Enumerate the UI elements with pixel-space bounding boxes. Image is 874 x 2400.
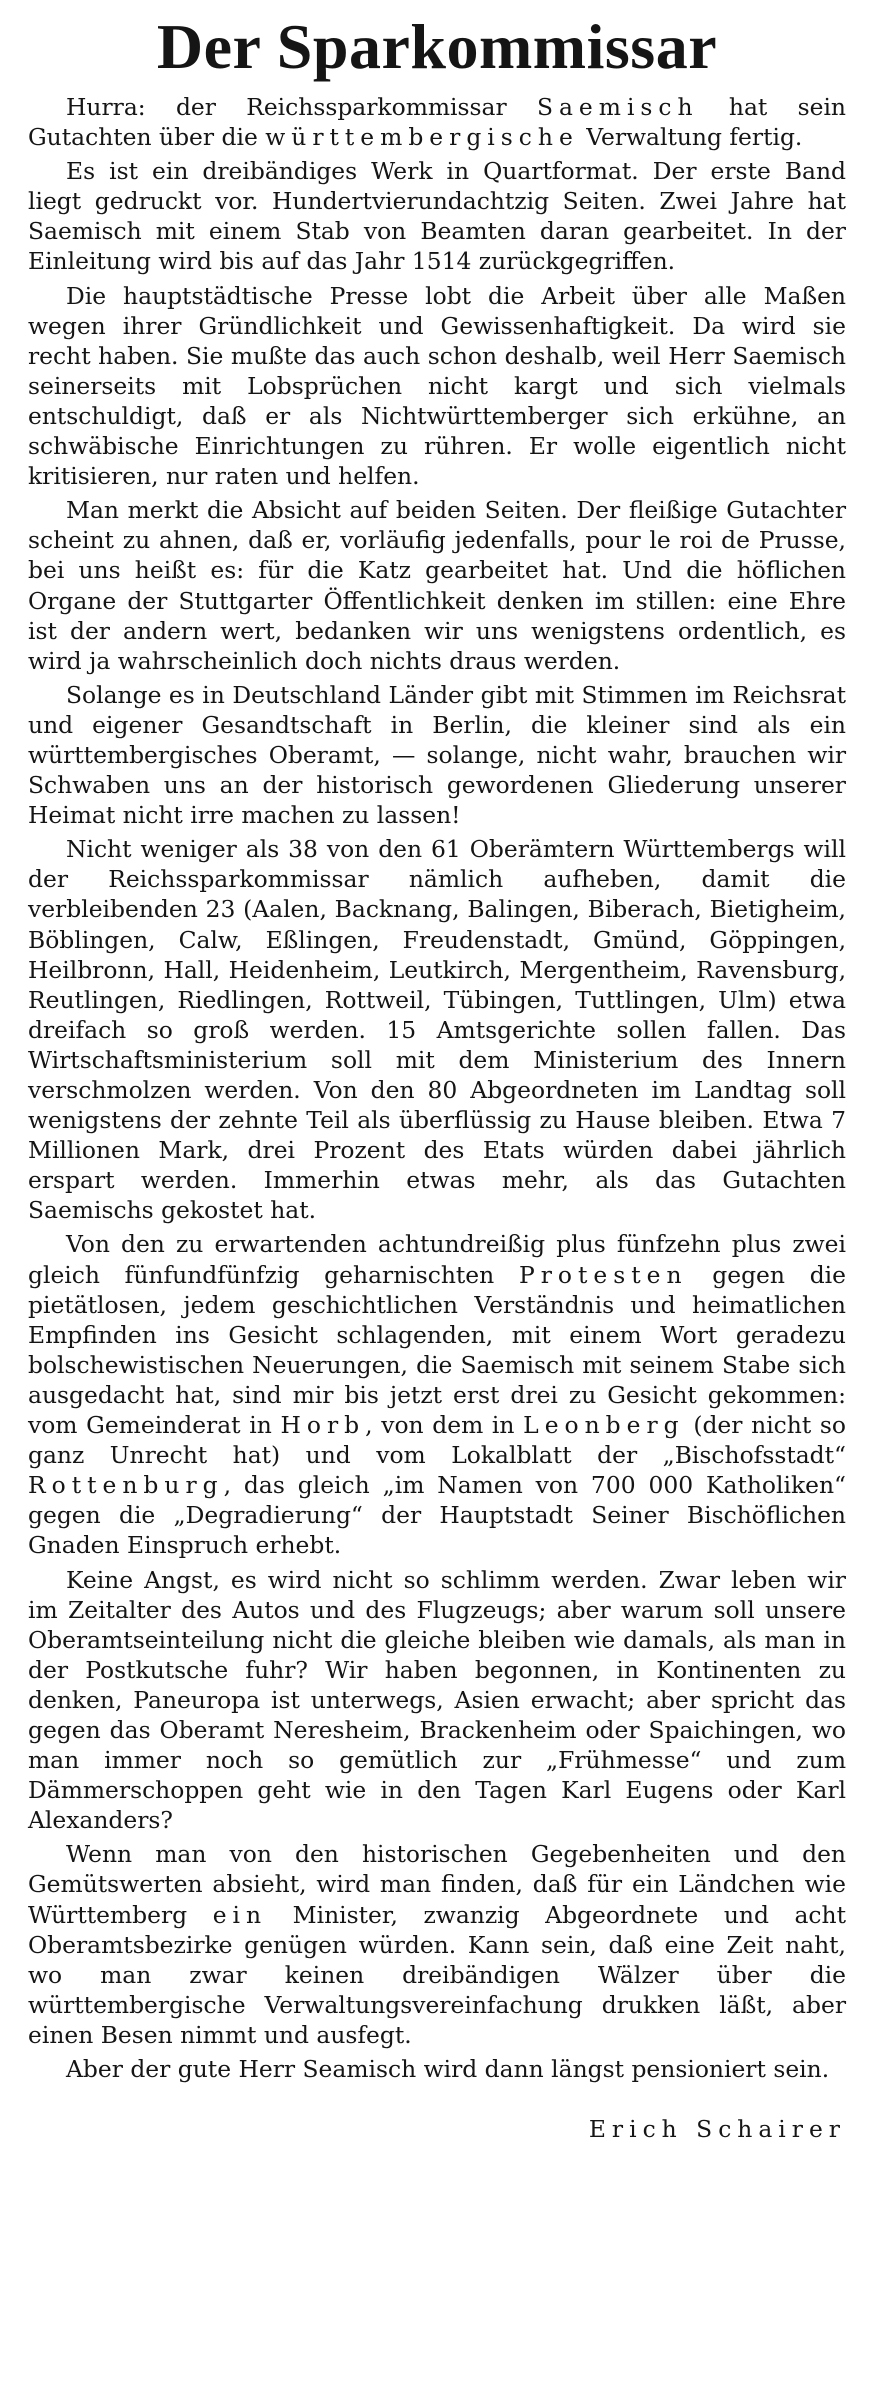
article-body	[28, 92, 846, 2144]
text-run: (der nicht so ganz Unrecht hat) und vom Lokalblatt der „Bischofsstadt“	[28, 1411, 846, 1470]
spaced-word-leonberg: Leonberg	[523, 1411, 685, 1440]
text-run: Verwaltung fertig.	[578, 123, 803, 152]
spaced-word-ein: ein	[212, 1900, 268, 1929]
paragraph-9	[28, 1839, 846, 2050]
paragraph-3: Die hauptstädtische Presse lobt die Arbeit über alle Maßen wegen ihrer Gründlichkeit und Gewissenhaftigkeit. Da wird sie recht haben. Sie mußte das auch schon deshalb, weil Herr Saemisch seinerseits mit Lobsprüchen nicht kargt und sich vielmals entschuldigt, daß er als Nichtwürttemberger sich erkühne, an schwäbische Einrichtungen zu rühren. Er wolle eigentlich nicht kritisieren, nur raten und helfen.	[28, 281, 846, 491]
paragraph-4: Man merkt die Absicht auf beiden Seiten. Der fleißige Gutachter scheint zu ahnen, daß er, vorläufig jedenfalls, pour le roi de Prusse, bei uns heißt es: für die Katz gearbeitet hat. Und die höflichen Organe der Stuttgarter Öffentlichkeit denken im stillen: eine Ehre ist der andern wert, bedanken wir uns wenigstens ordentlich, es wird ja wahrscheinlich doch nichts draus werden.	[28, 496, 846, 675]
text-run: , das gleich „im Namen von 700 000 Katholiken“ gegen die „Degradierung“ der Hauptstadt Seiner Bischöflichen Gnaden Einspruch erhebt.	[28, 1471, 846, 1560]
text-run: , von dem in	[365, 1411, 524, 1440]
article-title: Der Sparkommissar	[156, 11, 718, 82]
paragraph-2: Es ist ein dreibändiges Werk in Quartformat. Der erste Band liegt gedruckt vor. Hundertvierundachtzig Seiten. Zwei Jahre hat Saemisch mit einem Stab von Beamten daran gearbeitet. In der Einleitung wird bis auf das Jahr 1514 zurückgegriffen.	[28, 157, 846, 276]
text-run: Minister, zwanzig Abgeordnete und acht Oberamtsbezirke genügen würden. Kann sein, daß eine Zeit naht, wo man zwar keinen dreibändigen Wälzer über die württembergische Verwaltungsvereinfachung drukken läßt, aber einen Besen nimmt und ausfegt.	[28, 1900, 846, 2049]
paragraph-10	[28, 2054, 846, 2144]
paragraph-7	[28, 1229, 846, 1560]
spaced-name-saemisch: Saemisch	[536, 93, 699, 121]
spaced-word-protesten: Protesten	[518, 1260, 688, 1289]
paragraph-6: Nicht weniger als 38 von den 61 Oberämtern Württembergs will der Reichssparkommissar nämlich aufheben, damit die verbleibenden 23 (Aalen, Backnang, Balingen, Biberach, Bietigheim, Böblingen, Calw, Eßlingen, Freudenstadt, Gmünd, Göppingen, Heilbronn, Hall, Heidenheim, Leutkirch, Mergentheim, Ravensburg, Reutlingen, Riedlingen, Rottweil, Tübingen, Tuttlingen, Ulm) etwa dreifach so groß werden. 15 Amtsgerichte sollen fallen. Das Wirtschaftsministerium soll mit dem Ministerium des Innern verschmolzen werden. Von den 80 Abgeordneten im Landtag soll wenigstens der zehnte Teil als überflüssig zu Hause bleiben. Etwa 7 Millionen Mark, drei Prozent des Etats würden dabei jährlich erspart werden. Immerhin etwas mehr, als das Gutachten Saemischs gekostet hat.	[28, 835, 846, 1225]
spaced-word-wuerttembergische: württembergische	[265, 123, 579, 152]
article	[28, 0, 846, 2144]
paragraph-5: Solange es in Deutschland Länder gibt mit Stimmen im Reichsrat und eigener Gesandtschaft in Berlin, die kleiner sind als ein württembergisches Oberamt, — solange, nicht wahr, brauchen wir Schwaben uns an der historisch gewordenen Gliederung unserer Heimat nicht irre machen zu lassen!	[28, 680, 846, 830]
text-run: hat sein Gutachten über die	[28, 93, 846, 152]
author-signature: Erich Schairer	[588, 2115, 846, 2144]
text-run: Wenn man von den historischen Gegebenheiten und den Gemütswerten absieht, wird man finden, daß für ein Ländchen wie Württemberg	[28, 1840, 846, 1929]
paragraph-1	[28, 92, 846, 152]
text-run: Hurra: der Reichssparkommissar	[66, 93, 537, 121]
text-run: gegen die pietätlosen, jedem geschichtlichen Verständnis und heimatlichen Empfinden ins Gesicht schlagenden, mit einem Wort geradezu bolschewistischen Neuerungen, die Saemisch mit seinem Stabe sich ausgedacht hat, sind mir bis jetzt erst drei zu Gesicht gekommen: vom Gemeinderat in	[28, 1260, 846, 1440]
paragraph-8: Keine Angst, es wird nicht so schlimm werden. Zwar leben wir im Zeitalter des Autos und des Flugzeugs; aber warum soll unsere Oberamtseinteilung nicht die gleiche bleiben wie damals, als man in der Postkutsche fuhr? Wir haben begonnen, in Kontinenten zu denken, Paneuropa ist unterwegs, Asien erwacht; aber spricht das gegen das Oberamt Neresheim, Brackenheim oder Spaichingen, wo man immer noch so gemütlich zur „Frühmesse“ und zum Dämmerschoppen geht wie in den Tagen Karl Eugens oder Karl Alexanders?	[28, 1565, 846, 1835]
text-run: Von den zu erwartenden achtundreißig plus fünfzehn plus zwei gleich fünfundfünfzig geharnischten	[28, 1230, 846, 1289]
spaced-word-rottenburg: Rottenburg	[28, 1471, 224, 1500]
closing-sentence: Aber der gute Herr Seamisch wird dann längst pensioniert sein.	[66, 2055, 830, 2083]
spaced-word-horb: Horb	[280, 1411, 366, 1440]
